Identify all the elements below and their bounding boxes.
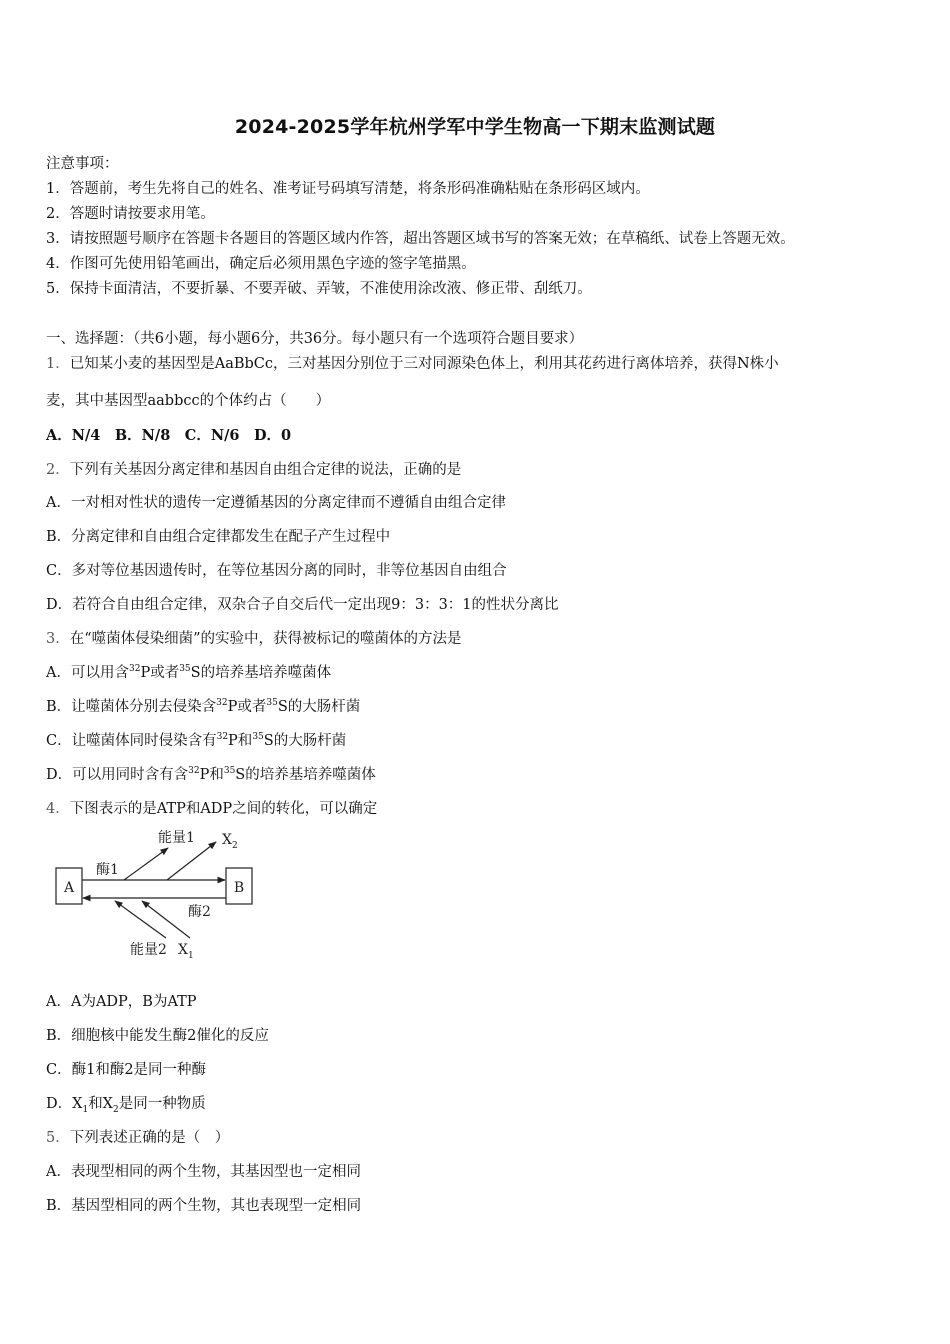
question-3-option-b: B．让噬菌体分别去侵染含$^{32}$P或者$^{35}$S的大肠杆菌: [46, 698, 361, 715]
question-text: 下列表述正确的是（ ）: [69, 1130, 230, 1146]
question-text: 在“噬菌体侵染细菌”的实验中，获得被标记的噬菌体的方法是: [69, 631, 462, 647]
notice-item-1: 1．答题前，考生先将自己的姓名、准考证号码填写清楚，将条形码准确粘贴在条形码区域内。: [46, 181, 650, 197]
enzyme-2-label: 酶2: [188, 904, 211, 920]
question-1: [46, 352, 779, 373]
question-number: 4．: [46, 801, 70, 817]
notice-item-2: 2．答题时请按要求用笔。: [46, 206, 215, 222]
question-2-option-c: C．多对等位基因遗传时，在等位基因分离的同时，非等位基因自由组合: [46, 563, 507, 579]
x1-label: $X_1$: [178, 942, 194, 961]
x2-label: $X_2$: [222, 832, 238, 851]
x2-arrow: [167, 842, 216, 880]
question-3-option-d: D．可以用同时含有含$^{32}$P和$^{35}$S的培养基培养噬菌体: [46, 766, 376, 783]
question-4: [46, 797, 377, 818]
question-4-option-d: D．$X_1$和$X_2$是同一种物质: [46, 1096, 206, 1115]
question-1-continued: 麦，其中基因型aabbcc的个体约占（ ）: [46, 393, 331, 409]
enzyme-1-label: 酶1: [96, 862, 119, 878]
question-2-option-d: D．若符合自由组合定律，双杂合子自交后代一定出现9：3：3：1的性状分离比: [46, 597, 559, 613]
box-b-label: B: [233, 880, 245, 896]
notice-item-3: 3．请按照题号顺序在答题卡各题目的答题区域内作答，超出答题区域书写的答案无效；在草稿纸、试卷上答题无效。: [46, 231, 795, 247]
energy-2-label: 能量2: [130, 942, 167, 958]
question-5-option-b: B．基因型相同的两个生物，其也表现型一定相同: [46, 1198, 362, 1214]
x1-arrow: [142, 901, 190, 938]
question-text: 下图表示的是ATP和ADP之间的转化，可以确定: [69, 801, 378, 817]
question-2: [46, 458, 461, 479]
question-4-option-b: B．细胞核中能发生酶2催化的反应: [46, 1028, 269, 1044]
question-2-option-a: A．一对相对性状的遗传一定遵循基因的分离定律而不遵循自由组合定律: [46, 495, 506, 511]
energy-1-arrow: [124, 848, 168, 880]
energy-1-label: 能量1: [158, 830, 195, 846]
notice-heading: 注意事项：: [46, 156, 119, 172]
notice-item-4: 4．作图可先使用铅笔画出，确定后必须用黑色字迹的签字笔描黑。: [46, 256, 476, 272]
question-4-option-c: C．酶1和酶2是同一种酶: [46, 1062, 207, 1078]
notice-item-5: 5．保持卡面清洁，不要折暴、不要弄破、弄皱，不准使用涂改液、修正带、刮纸刀。: [46, 281, 592, 297]
energy-2-arrow: [115, 901, 166, 938]
page-title: 2024-2025学年杭州学军中学生物高一下期末监测试题: [234, 116, 716, 138]
box-a-label: A: [63, 880, 75, 896]
question-number: 2．: [46, 462, 70, 478]
question-number: 5．: [46, 1130, 70, 1146]
question-number: 1．: [46, 356, 70, 372]
question-2-option-b: B．分离定律和自由组合定律都发生在配子产生过程中: [46, 529, 391, 545]
atp-adp-diagram: [50, 826, 260, 966]
question-4-option-a: A．A为ADP，B为ATP: [46, 994, 197, 1010]
question-1-options: A．N/4 B．N/8 C．N/6 D．0: [46, 427, 292, 444]
section-heading: 一、选择题：（共6小题，每小题6分，共36分。每小题只有一个选项符合题目要求）: [46, 331, 584, 347]
question-5: [46, 1126, 229, 1147]
question-3-option-a: A．可以用含$^{32}$P或者$^{35}$S的培养基培养噬菌体: [46, 664, 332, 681]
question-number: 3．: [46, 631, 70, 647]
question-text: 下列有关基因分离定律和基因自由组合定律的说法，正确的是: [69, 462, 462, 478]
question-3: [46, 627, 462, 648]
question-5-option-a: A．表现型相同的两个生物，其基因型也一定相同: [46, 1164, 361, 1180]
question-3-option-c: C．让噬菌体同时侵染含有$^{32}$P和$^{35}$S的大肠杆菌: [46, 732, 347, 749]
question-text: 已知某小麦的基因型是AaBbCc，三对基因分别位于三对同源染色体上，利用其花药进行离体培养，获得N株小: [69, 356, 779, 372]
